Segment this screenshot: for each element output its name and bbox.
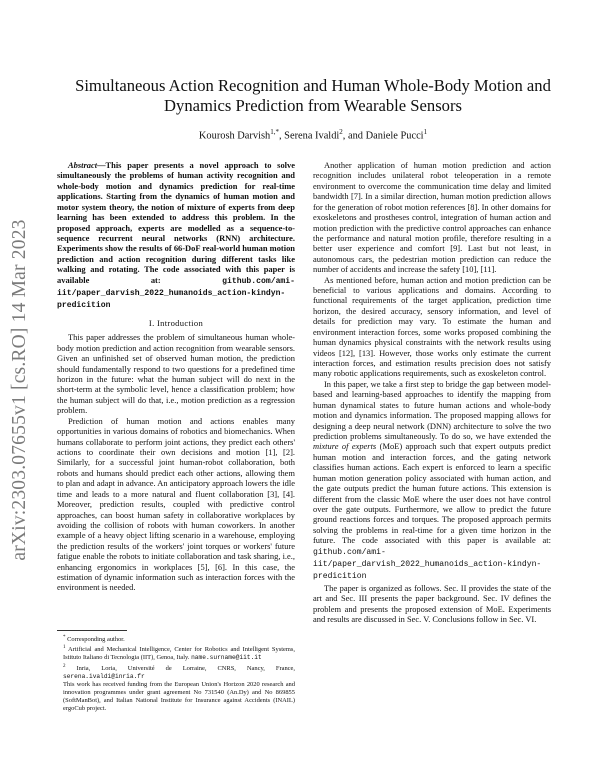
author-list: Kourosh Darvish$^{1,*}$, Serena Ivaldi$^2$, and Daniele Pucci$^1$ xyxy=(198,128,428,142)
footnote-affiliation-2: $^2$ Inria, Loria, Université de Lorraine, CNRS, Nancy, France, serena.ivaldi@inria.fr xyxy=(63,663,296,680)
abstract: Abstract—This paper presents a novel approach to solve simultaneously the problems of human activity recognition and whole-body motion and dynamics prediction for real-time applications. Starting from the dynamics of human motion and motor system theory, the notion of mixture of experts from deep learning has been extended to address this problem. In the proposed approach, experts are modelled as a sequence-to-sequence recurrent neural networks (RNN) architecture. Experiments show the results of 66-DoF real-world human motion prediction and action recognition during different tasks like walking and rotating. The code associated with this paper is available at: github.com/ami-iit/paper_darvish_2022_humanoids_action-kindyn-predicition xyxy=(57,160,295,311)
left-column xyxy=(57,160,295,593)
arxiv-identifier-text: arXiv:2303.07655v1 [cs.RO] 14 Mar 2023 xyxy=(9,219,30,561)
footnote-funding: This work has received funding from the European Union's Horizon 2020 research and innovation programmes under grant agreement No 731540 (An.Dy) and No 869855 (SoftManBot), and Italian National Institute for Insurance against Accidents (INAIL) ergoCub project. xyxy=(63,680,295,713)
email-link[interactable]: name.surname@iit.it xyxy=(191,654,262,662)
emphasized-term: mixture of experts xyxy=(313,441,377,452)
affiliation-mark: 1 xyxy=(423,128,428,136)
paragraph: Another application of human motion prediction and action recognition includes unilateral robot teleoperation in a remote environment to overcome the communication time delay and limited bandwidth [7]. In a similar direction, human motion prediction allows for the generation of robot motion references [8]. In other domains for exoskeletons and prostheses control, integration of human action and motion prediction with the predictive control approaches can enhance the performance and natural motion profile, therefore resulting in a better user experience and comfort [9]. Last but not least, in autonomous cars, the pedestrian motion prediction can reduce the number of accidents and increase the safety [10], [11]. xyxy=(313,160,551,275)
paragraph: As mentioned before, human action and motion prediction can be beneficial to various applications and domains. According to functional requirements of the target application, prediction time horizon, the desired accuracy, sensory information, and level of details for prediction may vary. To estimate the human and environment interaction forces, some works proposed combining the human dynamics physical constraints with the network results using videos [12], [13]. However, those works only estimate the current interaction forces, and estimation results precision does not satisfy many robotic applications requirements, such as exoskeleton control. xyxy=(313,274,551,379)
email-link[interactable]: serena.ivaldi@inria.fr xyxy=(63,672,145,680)
section-heading: I. Introduction xyxy=(148,317,204,328)
author-name: Daniele Pucci xyxy=(365,130,424,142)
footnote-affiliation-1: $^1$ Artificial and Mechanical Intelligence, Center for Robotics and Intelligent Systems, Istituto Italiano di Tecnologia (IIT), Genoa, Italy. name.surname@iit.it xyxy=(63,645,295,662)
code-link[interactable]: github.com/ami-iit/paper_darvish_2022_humanoids_action-kindyn-predicition xyxy=(313,547,542,582)
affiliation-mark: 1,* xyxy=(270,128,279,136)
footnote-rule xyxy=(57,630,127,631)
paragraph: In this paper, we take a first step to bridge the gap between model-based and learning-based approaches to identify the mapping from human dynamical states to future human actions and whole-body motion and dynamics information. The proposed mapping allows for designing a deep neural network (DNN) architecture to solve the two prediction problems simultaneously. To do so, we have extended the mixture of experts (MoE) approach such that expert outputs predict human motion and interaction forces, and the gating network classifies human actions. Each expert is enforced to learn a specific human motion generation policy associated with human action, and the gate outputs predict the human future actions. This extension is different from the classic MoE where the user does not have control over the gate outputs. Furthermore, we allow to predict the future ground reactions forces and torques. The proposed approach permits solving the problems in real-time for a given time horizon in the future. The code associated with this paper is available at: github.com/ami-iit/paper_darvish_2022_humanoids_action-kindyn-predicition xyxy=(313,378,551,582)
author-name: Kourosh Darvish xyxy=(198,130,271,142)
abstract-body: This paper presents a novel approach to solve simultaneously the problems of human activity recognition and whole-body motion and dynamics prediction for real-time applications. Starting from the dynamics of human motion and motor system theory, the notion of mixture of experts from deep learning has been extended to address this problem. In the proposed approach, experts are modelled as a sequence-to-sequence recurrent neural networks (RNN) architecture. Experiments show the results of 66-DoF real-world human motion prediction and action recognition during different tasks like walking and rotating. The code associated with this paper is available at: xyxy=(57,160,295,285)
arxiv-identifier-stamp xyxy=(7,170,33,610)
right-column xyxy=(313,160,551,625)
footnote-corresponding: * Corresponding author. xyxy=(63,635,125,644)
code-link[interactable]: github.com/ami-iit/paper_darvish_2022_humanoids_action-kindyn-predicition xyxy=(57,276,295,311)
paragraph: Prediction of human motion and actions enables many opportunities in various domains of robotics and biomechanics. When humans collaborate to perform joint actions, they predict each others' actions to coordinate their own decisions and motion [1], [2]. Similarly, for a successful joint human-robot collaboration, both robots and humans should predict each other actions, allowing them to plan and adapt in advance. An anticipatory approach lowers the idle time and leads to a more natural and fluent collaboration [3], [4]. Moreover, prediction results, coupled with predictive control approaches, can boost human safety in collaborative workplaces by avoiding the collision of robots with human coworkers. In another example of a heavy object lifting scenario in a warehouse, employing the prediction results of the workers' joint torques or workers' future fatigue enable the robots to initiate collaboration and task sharing, i.e., enhancing ergonomics in workplaces [5], [6]. In this case, the estimation of dynamic information such as interaction forces with the environment is needed. xyxy=(57,415,295,593)
paragraph: This paper addresses the problem of simultaneous human whole-body motion prediction and action recognition from wearable sensors. Given an unfinished set of observed human motion, the prediction should fundamentally respond to two questions for a predefined time horizon in the future: what the human subject will do next in the short-term at the symbolic level, hence a classification problem; how the human subject will do that, i.e., motion prediction as a regression problem. xyxy=(57,332,295,416)
affiliation-mark: 2 xyxy=(339,128,343,136)
author-name: Serena Ivaldi xyxy=(284,130,340,142)
paper-title: Simultaneous Action Recognition and Human Whole-Body Motion and Dynamics Prediction from Wearable Sensors xyxy=(75,76,551,115)
abstract-label: Abstract xyxy=(68,160,98,170)
paragraph: The paper is organized as follows. Sec. II provides the state of the art and Sec. III presents the paper background. Sec. IV defines the problem and presents the proposed extension of MoE. Experiments and results are discussed in Sec. V. Conclusions follow in Sec. VI. xyxy=(313,582,551,625)
footnotes xyxy=(57,630,295,713)
